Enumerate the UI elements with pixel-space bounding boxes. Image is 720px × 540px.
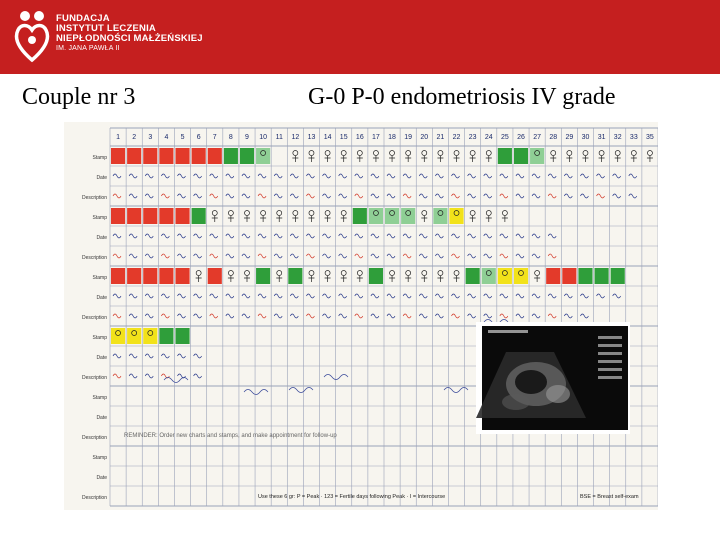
- red-stamp: [159, 268, 173, 284]
- row-label: Description: [81, 315, 107, 321]
- red-stamp: [159, 208, 173, 224]
- row-label: Description: [81, 435, 107, 441]
- row-label: Date: [96, 475, 107, 481]
- day-number: 8: [228, 134, 233, 141]
- ultrasound-echo: [546, 385, 570, 403]
- day-number: 15: [339, 134, 348, 141]
- day-number: 7: [212, 134, 217, 141]
- day-number: 6: [196, 134, 201, 141]
- day-number: 4: [164, 134, 169, 141]
- ultrasound-readout: [598, 352, 622, 355]
- day-number: 25: [500, 134, 509, 141]
- org-line: INSTYTUT LECZENIA: [56, 23, 156, 34]
- ultrasound-readout: [598, 368, 622, 371]
- day-number: 12: [291, 134, 300, 141]
- ultrasound-echo: [502, 394, 530, 410]
- organization-name: [56, 14, 203, 54]
- red-stamp: [562, 268, 576, 284]
- red-stamp: [143, 208, 157, 224]
- day-number: 13: [307, 134, 316, 141]
- ultrasound-readout: [598, 376, 622, 379]
- red-stamp: [208, 148, 222, 164]
- day-number: 31: [597, 134, 606, 141]
- day-number: 30: [581, 134, 590, 141]
- day-number: 5: [180, 134, 185, 141]
- green-stamp: [256, 268, 270, 284]
- red-stamp: [175, 208, 189, 224]
- green-stamp: [288, 268, 302, 284]
- green-stamp: [595, 268, 609, 284]
- red-stamp: [143, 268, 157, 284]
- day-number: 14: [323, 134, 332, 141]
- green-stamp: [353, 208, 367, 224]
- couple-title: Couple nr 3: [22, 84, 136, 110]
- day-number: 27: [533, 134, 542, 141]
- reminder-text: REMINDER: Order new charts and stamps, and make appointment for follow-up: [124, 433, 337, 439]
- row-label: Stamp: [92, 215, 107, 221]
- row-label: Stamp: [92, 155, 107, 161]
- day-number: 26: [517, 134, 525, 141]
- row-label: Date: [96, 235, 107, 241]
- day-number: 33: [629, 134, 638, 141]
- org-line: IM. JANA PAWŁA II: [56, 45, 120, 52]
- org-line: FUNDACJA: [56, 13, 110, 24]
- red-stamp: [127, 148, 141, 164]
- green-stamp: [578, 268, 592, 284]
- day-number: 23: [468, 134, 477, 141]
- row-label: Description: [81, 195, 107, 201]
- red-stamp: [159, 148, 173, 164]
- day-number: 21: [436, 134, 445, 141]
- header-banner: [0, 0, 720, 74]
- day-number: 22: [452, 134, 461, 141]
- green-stamp: [240, 148, 254, 164]
- green-stamp: [611, 268, 625, 284]
- green-stamp: [498, 148, 512, 164]
- day-number: 10: [259, 134, 268, 141]
- ultrasound-cyst: [515, 370, 547, 394]
- day-number: 9: [245, 134, 249, 141]
- ultrasound-image: [476, 322, 630, 434]
- day-number: 28: [549, 134, 558, 141]
- row-label: Date: [96, 355, 107, 361]
- day-number: 2: [132, 134, 137, 141]
- red-stamp: [546, 268, 560, 284]
- day-number: 24: [484, 134, 493, 141]
- row-label: Date: [96, 175, 107, 181]
- day-number: 19: [404, 134, 413, 141]
- green-stamp: [159, 328, 173, 344]
- row-label: Date: [96, 295, 107, 301]
- ultrasound-readout: [598, 344, 622, 347]
- day-number: 3: [148, 134, 153, 141]
- day-number: 18: [388, 134, 396, 141]
- red-stamp: [127, 208, 141, 224]
- diagnosis-title: G-0 P-0 endometriosis IV grade: [308, 84, 616, 110]
- ultrasound-readout: [598, 336, 622, 339]
- green-stamp: [192, 208, 206, 224]
- red-stamp: [111, 208, 125, 224]
- legend-text: Use these 6 gr: P = Peak · 123 = Fertile days following Peak · I = Intercourse: [258, 494, 446, 500]
- green-stamp: [369, 268, 383, 284]
- row-label: Stamp: [92, 455, 107, 461]
- foundation-logo-icon: [12, 8, 52, 64]
- day-number: 16: [355, 134, 364, 141]
- red-stamp: [111, 148, 125, 164]
- row-label: Date: [96, 415, 107, 421]
- red-stamp: [127, 268, 141, 284]
- red-stamp: [143, 148, 157, 164]
- day-number: 35: [646, 134, 654, 141]
- day-number: 20: [420, 134, 429, 141]
- day-number: 32: [613, 134, 622, 141]
- day-number: 1: [116, 134, 121, 141]
- red-stamp: [175, 148, 189, 164]
- row-label: Stamp: [92, 335, 107, 341]
- green-stamp: [466, 268, 480, 284]
- green-stamp: [514, 148, 528, 164]
- red-stamp: [208, 268, 222, 284]
- legend-text: BSE = Breast self-exam: [580, 494, 639, 500]
- org-line: NIEPŁODNOŚCI MAŁŻEŃSKIEJ: [56, 33, 203, 44]
- day-number: 11: [275, 134, 283, 141]
- red-stamp: [175, 268, 189, 284]
- row-label: Description: [81, 375, 107, 381]
- row-label: Stamp: [92, 395, 107, 401]
- day-number: 29: [565, 134, 574, 141]
- day-number: 17: [372, 134, 380, 141]
- row-label: Stamp: [92, 275, 107, 281]
- row-label: Description: [81, 495, 107, 501]
- ultrasound-readout: [488, 330, 528, 333]
- fertility-chart: [64, 122, 658, 510]
- red-stamp: [192, 148, 206, 164]
- green-stamp: [224, 148, 238, 164]
- ultrasound-readout: [598, 360, 622, 363]
- red-stamp: [111, 268, 125, 284]
- green-stamp: [175, 328, 189, 344]
- row-label: Description: [81, 255, 107, 261]
